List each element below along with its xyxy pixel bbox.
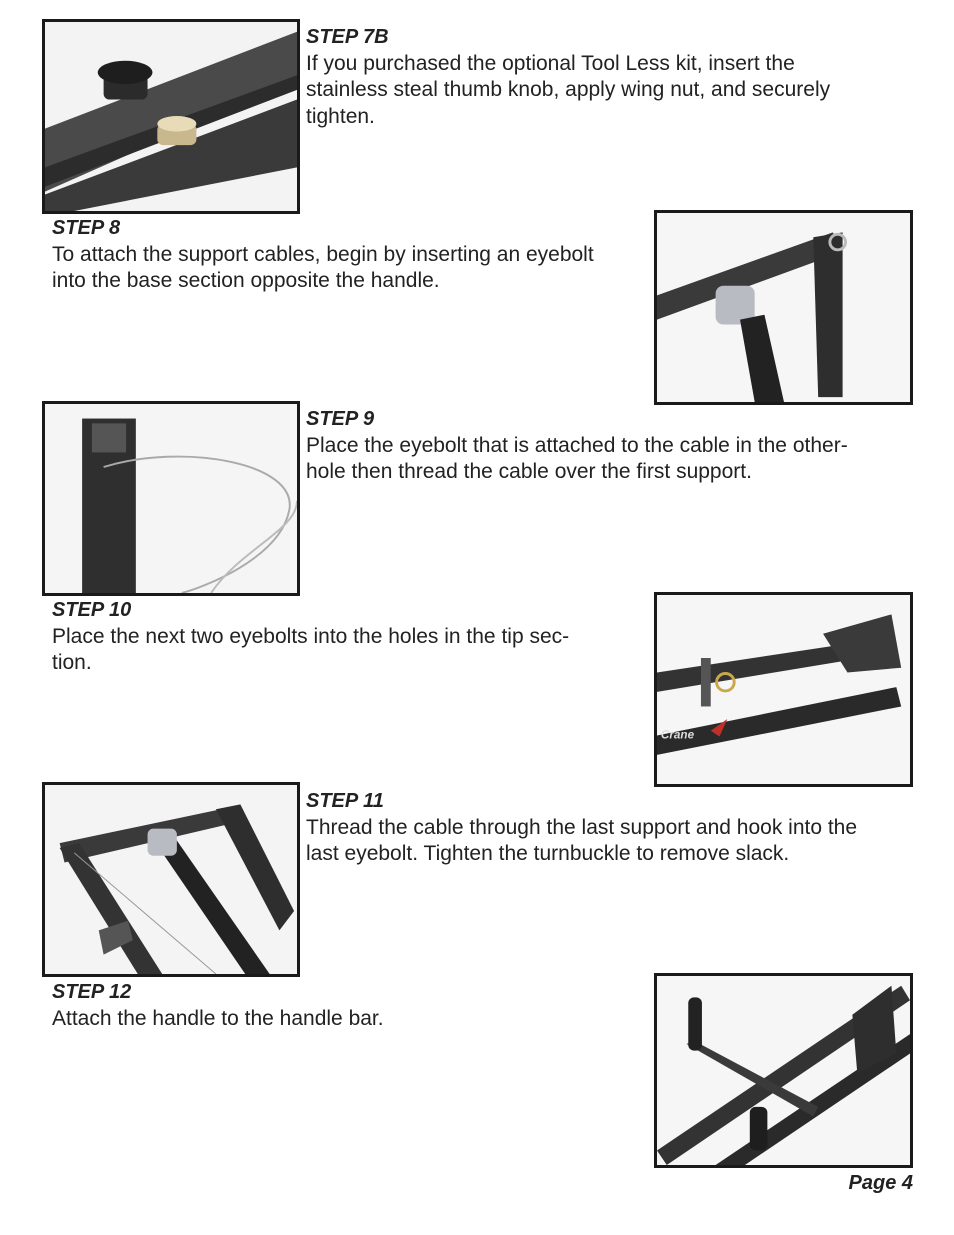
step-10: [52, 597, 652, 677]
page-number: Page 4: [848, 1172, 913, 1194]
step-10-photo: [654, 592, 913, 787]
step-7b: [306, 24, 926, 130]
step-7b-photo: [42, 19, 300, 214]
step-title: STEP 12: [52, 981, 132, 1003]
step-text: Place the eyebolt that is attached to the cable in the other- hole then thread the cable over the first support.: [306, 433, 848, 483]
step-12-photo: [654, 973, 913, 1168]
step-text: Attach the handle to the handle bar.: [52, 1006, 384, 1030]
step-title: STEP 10: [52, 599, 132, 621]
step-title: STEP 7B: [306, 26, 389, 48]
step-9: [306, 406, 926, 486]
step-8: [52, 215, 662, 295]
step-11: [306, 788, 926, 868]
step-title: STEP 9: [306, 408, 375, 430]
step-text: To attach the support cables, begin by inserting an eyebolt into the base section opposite the handle.: [52, 242, 594, 292]
step-11-photo: [42, 782, 300, 977]
step-text: If you purchased the optional Tool Less kit, insert the stainless steal thumb knob, apply wing nut, and securely tighten.: [306, 51, 831, 128]
step-text: Thread the cable through the last support and hook into the last eyebolt. Tighten the turnbuckle to remove slack.: [306, 815, 858, 865]
step-title: STEP 11: [306, 790, 384, 812]
step-12: [52, 979, 652, 1032]
crane-brand-logo: Crane: [660, 728, 695, 742]
step-8-photo: [654, 210, 913, 405]
step-title: STEP 8: [52, 217, 121, 239]
step-text: Place the next two eyebolts into the holes in the tip sec- tion.: [52, 624, 570, 674]
step-9-photo: [42, 401, 300, 596]
